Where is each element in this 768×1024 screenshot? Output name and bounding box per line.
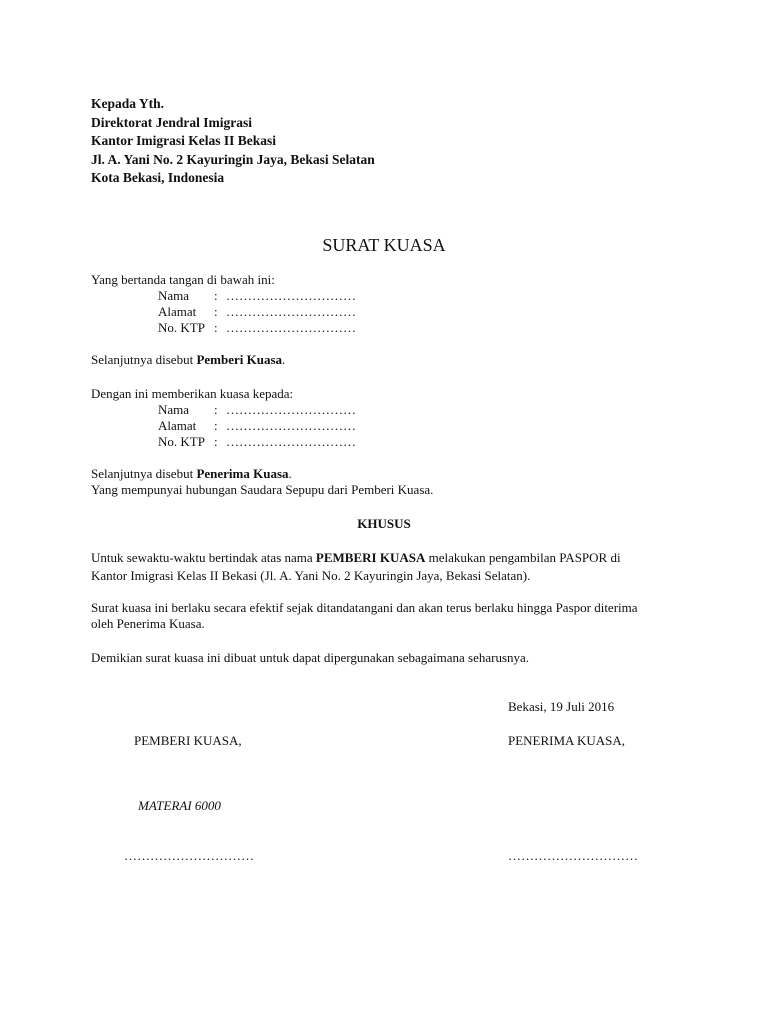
p1-prefix: Untuk sewaktu-waktu bertindak atas nama [91, 550, 316, 565]
field-colon: : [214, 434, 218, 449]
paragraph-line: Surat kuasa ini berlaku secara efektif sejak ditandatangani dan akan terus berlaku hingga Paspor diterima [91, 600, 638, 615]
grantor-signature-line: ………………………… [124, 848, 254, 863]
grantee-field-address [158, 418, 356, 434]
field-value: ………………………… [226, 288, 356, 303]
referred-suffix: . [282, 352, 286, 367]
field-label: No. KTP [158, 434, 205, 449]
grantor-referred [91, 352, 285, 368]
field-colon: : [214, 288, 218, 303]
field-colon: : [214, 304, 218, 319]
stamp-duty-label: MATERAI 6000 [138, 798, 221, 813]
field-value: ………………………… [226, 434, 356, 449]
grantee-relation: Yang mempunyai hubungan Saudara Sepupu dari Pemberi Kuasa. [91, 482, 434, 497]
referred-term: Pemberi Kuasa [196, 352, 283, 367]
field-label: Nama [158, 288, 190, 303]
paragraph-line [91, 549, 651, 567]
recipient-line: Kantor Imigrasi Kelas II Bekasi [91, 133, 277, 148]
referred-term: Penerima Kuasa [196, 466, 289, 481]
field-label: Alamat [158, 418, 197, 433]
paragraph-line: Kantor Imigrasi Kelas II Bekasi (Jl. A. Yani No. 2 Kayuringin Jaya, Bekasi Selatan). [91, 568, 531, 583]
paragraph-line: Demikian surat kuasa ini dibuat untuk dapat dipergunakan sebagaimana seharusnya. [91, 650, 530, 665]
grantor-field-name [158, 288, 356, 304]
grantor-field-ktp [158, 320, 356, 336]
grantee-field-ktp [158, 434, 356, 450]
recipient-line: Direktorat Jendral Imigrasi [91, 114, 252, 130]
grantee-signature-line: ………………………… [508, 848, 638, 863]
body-paragraph-1 [91, 549, 651, 585]
field-colon: : [214, 320, 218, 335]
referred-prefix: Selanjutnya disebut [91, 352, 197, 367]
recipient-line: Jl. A. Yani No. 2 Kayuringin Jaya, Bekasi Selatan [91, 151, 375, 167]
field-colon: : [214, 402, 218, 417]
field-label: No. KTP [158, 320, 205, 335]
grantee-field-name [158, 402, 356, 418]
grantor-field-address [158, 304, 356, 320]
body-paragraph-3 [91, 650, 651, 666]
recipient-line: Kepada Yth. [91, 96, 165, 111]
field-value: ………………………… [226, 402, 356, 417]
field-colon: : [214, 418, 218, 433]
special-heading: KHUSUS [357, 516, 411, 531]
place-date: Bekasi, 19 Juli 2016 [508, 699, 615, 714]
grantor-intro: Yang bertanda tangan di bawah ini: [91, 272, 275, 287]
field-value: ………………………… [226, 304, 356, 319]
grantee-intro: Dengan ini memberikan kuasa kepada: [91, 386, 294, 401]
field-value: ………………………… [226, 418, 356, 433]
recipient-line: Kota Bekasi, Indonesia [91, 170, 225, 185]
p1-term: PEMBERI KUASA [315, 550, 426, 565]
recipient-address [91, 95, 375, 188]
paragraph-line: oleh Penerima Kuasa. [91, 616, 205, 631]
p1-suffix: melakukan pengambilan PASPOR di [425, 550, 621, 565]
grantee-referred [91, 466, 292, 482]
referred-suffix: . [288, 466, 292, 481]
grantee-signature-label: PENERIMA KUASA, [508, 733, 626, 748]
body-paragraph-2 [91, 600, 651, 632]
field-label: Nama [158, 402, 190, 417]
field-value: ………………………… [226, 320, 356, 335]
document-title: SURAT KUASA [322, 235, 446, 255]
grantor-signature-label: PEMBERI KUASA, [134, 733, 242, 748]
field-label: Alamat [158, 304, 197, 319]
referred-prefix: Selanjutnya disebut [91, 466, 197, 481]
